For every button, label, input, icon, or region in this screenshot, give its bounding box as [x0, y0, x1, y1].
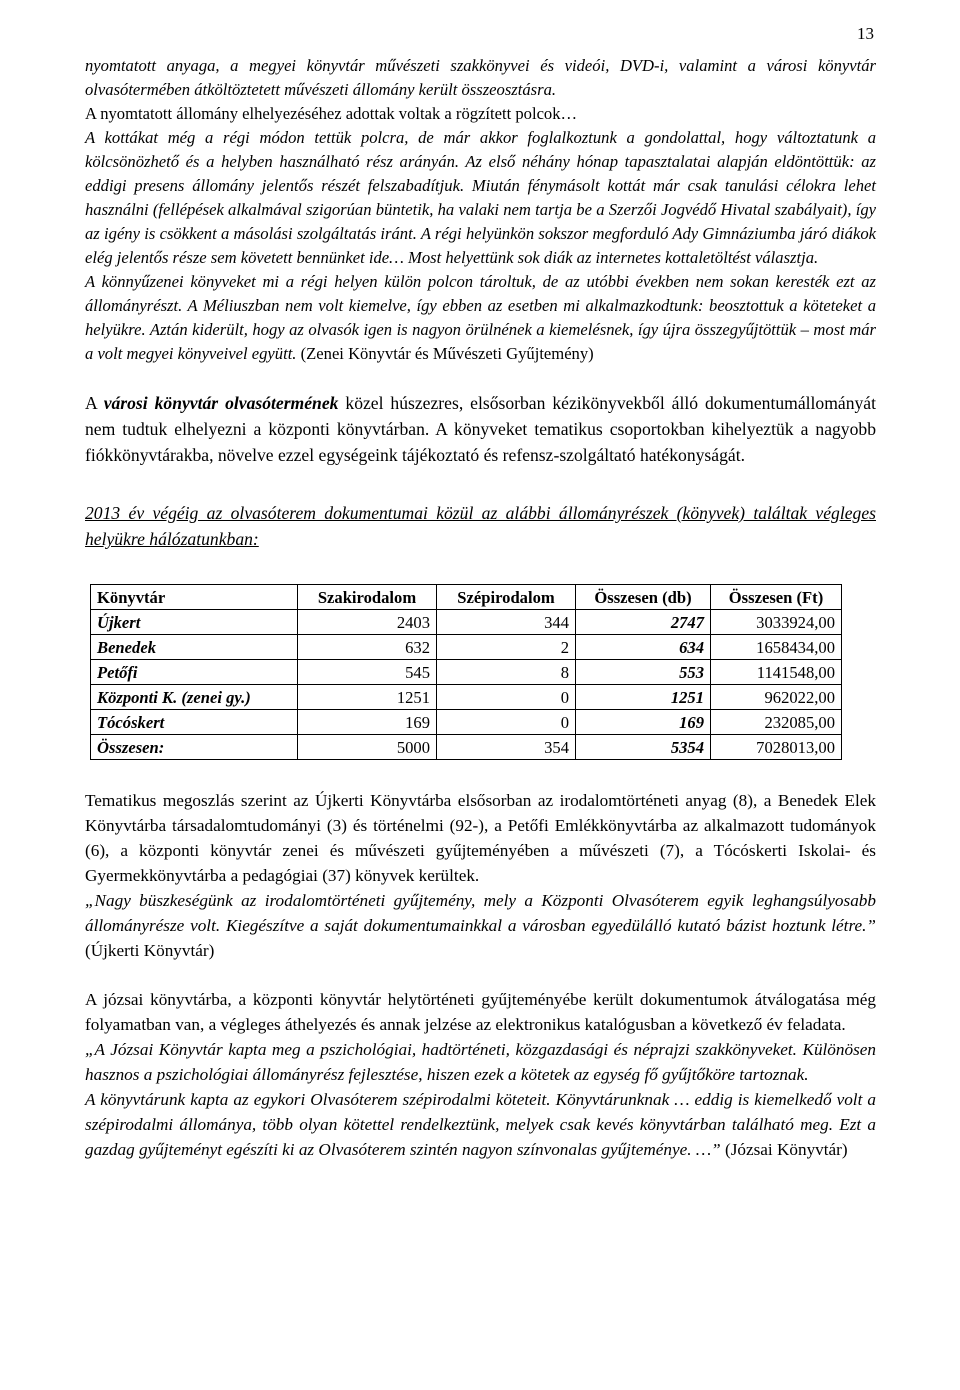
quote-jozsa-second — [85, 1087, 876, 1162]
paragraph-jozsa: A józsai könyvtárba, a központi könyvtár helytörténeti gyűjteményébe került dokumentumok átválogatása még folyamatban van, a végleges áthelyezés és annak jelzése az elektronikus katalógusban a következő év feladata. — [85, 990, 876, 1034]
cell-value: 632 — [298, 635, 437, 660]
library-name: Újkert — [91, 610, 298, 635]
quote-ujkert — [85, 888, 876, 963]
cell-value: 2403 — [298, 610, 437, 635]
column-header: Szakirodalom — [298, 585, 437, 610]
reading-room-rest: közel húszezres, elsősorban kézikönyvekből álló dokumentumállományát nem tudtuk elhelyezni a központi könyvtárban. A könyveket tematikus csoportokban kihelyeztük a nagyobb fiókkönyvtárakba, növelve ezzel egységeink tájékoztató és refensz-szolgáltató hatékonyságát. — [85, 393, 876, 465]
table-row — [91, 610, 842, 635]
light-music-source: (Zenei Könyvtár és Művészeti Gyűjtemény) — [296, 344, 594, 363]
table-header-row — [91, 585, 842, 610]
cell-value: 1251 — [298, 685, 437, 710]
quote-ujkert-text: „Nagy büszkeségünk az irodalomtörténeti gyűjtemény, mely a Központi Olvasóterem egyik leghangsúlyosabb állományrésze volt. Kiegészítve a saját dokumentumainkkal a városban egyedülálló kutató bázist hoztunk létre.” — [85, 891, 876, 935]
library-name: Benedek — [91, 635, 298, 660]
quote-ujkert-source: (Újkerti Könyvtár) — [85, 941, 215, 960]
library-name: Központi K. (zenei gy.) — [91, 685, 298, 710]
paragraph-thematic: Tematikus megoszlás szerint az Újkerti Könyvtárba elsősorban az irodalomtörténeti anyag (8), a Benedek Elek Könyvtárba társadalomtudományi (3) és történelmi (92-), a Petőfi Emlékkönyvtárba az alkalmazott tudományok (6), a központi könyvtár zenei és művészeti gyűjteményében a művészeti (7), a Tócóskerti Iskolai- és Gyermekkönyvtárba a pedagógiai (37) könyvek kerültek. — [85, 791, 876, 885]
table-row — [91, 660, 842, 685]
library-name: Tócóskert — [91, 710, 298, 735]
cell-value: 2 — [437, 635, 576, 660]
page-number: 13 — [857, 24, 874, 43]
cell-total-ft: 7028013,00 — [711, 735, 842, 760]
cell-total-ft: 3033924,00 — [711, 610, 842, 635]
table-row — [91, 710, 842, 735]
report-text — [85, 54, 876, 1162]
cell-value: 545 — [298, 660, 437, 685]
table-caption: 2013 év végéig az olvasóterem dokumentumai közül az alábbi állományrészek (könyvek) találtak végleges helyükre hálózatunkban: — [85, 503, 876, 549]
table-total-row — [91, 735, 842, 760]
total-label: Összesen: — [91, 735, 298, 760]
cell-total-count: 169 — [576, 710, 711, 735]
quote-jozsa-first: „A Józsai Könyvtár kapta meg a pszichológiai, hadtörténeti, közgazdasági és néprajzi szakkönyveket. Különösen hasznos a pszichológiai állományrész fejlesztése, hiszen ezek a kötetek az egység fő gyűjtőköre tartoznak. — [85, 1040, 876, 1084]
cell-value: 5000 — [298, 735, 437, 760]
table-row — [91, 635, 842, 660]
cell-total-ft: 1658434,00 — [711, 635, 842, 660]
cell-total-count: 1251 — [576, 685, 711, 710]
column-header: Összesen (Ft) — [711, 585, 842, 610]
reading-room-emphasis: városi könyvtár olvasótermének — [103, 393, 339, 413]
cell-total-count: 634 — [576, 635, 711, 660]
cell-value: 0 — [437, 710, 576, 735]
paragraph-reading-room — [85, 390, 876, 468]
quote-jozsa-text: A könyvtárunk kapta az egykori Olvasóterem szépirodalmi köteteit. Könyvtárunknak … eddig is kiemelkedő volt a szépirodalmi állománya, több olyan kötettel rendelkeztünk, melyek csak kevés könyvtárban található meg. Ezt a gazdag gyűjteményt egészíti ki az Olvasóterem szintén nagyon színvonalas gyűjteménye. …” — [85, 1090, 876, 1159]
column-header: Összesen (db) — [576, 585, 711, 610]
column-header: Könyvtár — [91, 585, 298, 610]
paragraph-art-collection: nyomtatott anyaga, a megyei könyvtár művészeti szakkönyvei és videói, DVD-i, valamint a városi könyvtár olvasótermében átköltöztetett művészeti állomány került összeosztásra. — [85, 56, 876, 99]
library-name: Petőfi — [91, 660, 298, 685]
cell-total-count: 553 — [576, 660, 711, 685]
cell-value: 0 — [437, 685, 576, 710]
cell-total-ft: 232085,00 — [711, 710, 842, 735]
cell-value: 354 — [437, 735, 576, 760]
cell-value: 344 — [437, 610, 576, 635]
cell-value: 8 — [437, 660, 576, 685]
paragraph-shelves: A nyomtatott állomány elhelyezéséhez adottak voltak a rögzített polcok… — [85, 104, 578, 123]
cell-total-ft: 1141548,00 — [711, 660, 842, 685]
collection-table — [90, 584, 842, 760]
cell-total-count: 5354 — [576, 735, 711, 760]
light-music-text: A könnyűzenei könyveket mi a régi helyen külön polcon tároltuk, de az utóbbi években nem sokan keresték ezt az állományrészt. A Méliuszban nem volt kiemelve, így ebben az esetben mi alkalmazkodtunk: beosztottuk a köteteket a helyükre. Aztán kiderült, hogy az olvasók igen is nagyon örülnének a kiemelésnek, így újra összegyűjtöttük – most már a volt megyei könyveivel együtt. — [85, 272, 876, 363]
paragraph-sheet-music: A kottákat még a régi módon tettük polcra, de már akkor foglalkoztunk a gondolattal, hogy változtatunk a kölcsönözhető és a helyben használható rész arányán. Az első néhány hónap tapasztalatai alapján eldöntöttük: az eddigi presens állomány jelentős részét felszabadítjuk. Miután fénymásolt kottát már csak tanulási célokra lehet használni (fellépések alkalmával szigorúan büntetik, ha valaki nem tartja be a Szerzői Jogvédő Hivatal szabályait), így az igény is csökkent a másolási szolgáltatás iránt. A régi helyünkön sokszor megforduló Ady Gimnáziumba járó diákok elég jelentős része sem követett bennünket ide… Most helyettünk sok diák az internetes kottaletöltést választja. — [85, 128, 876, 267]
paragraph-light-music — [85, 270, 876, 366]
column-header: Szépirodalom — [437, 585, 576, 610]
cell-total-count: 2747 — [576, 610, 711, 635]
cell-value: 169 — [298, 710, 437, 735]
cell-total-ft: 962022,00 — [711, 685, 842, 710]
table-row — [91, 685, 842, 710]
quote-jozsa-source: (Józsai Könyvtár) — [720, 1140, 848, 1159]
reading-room-prefix: A — [85, 393, 104, 413]
